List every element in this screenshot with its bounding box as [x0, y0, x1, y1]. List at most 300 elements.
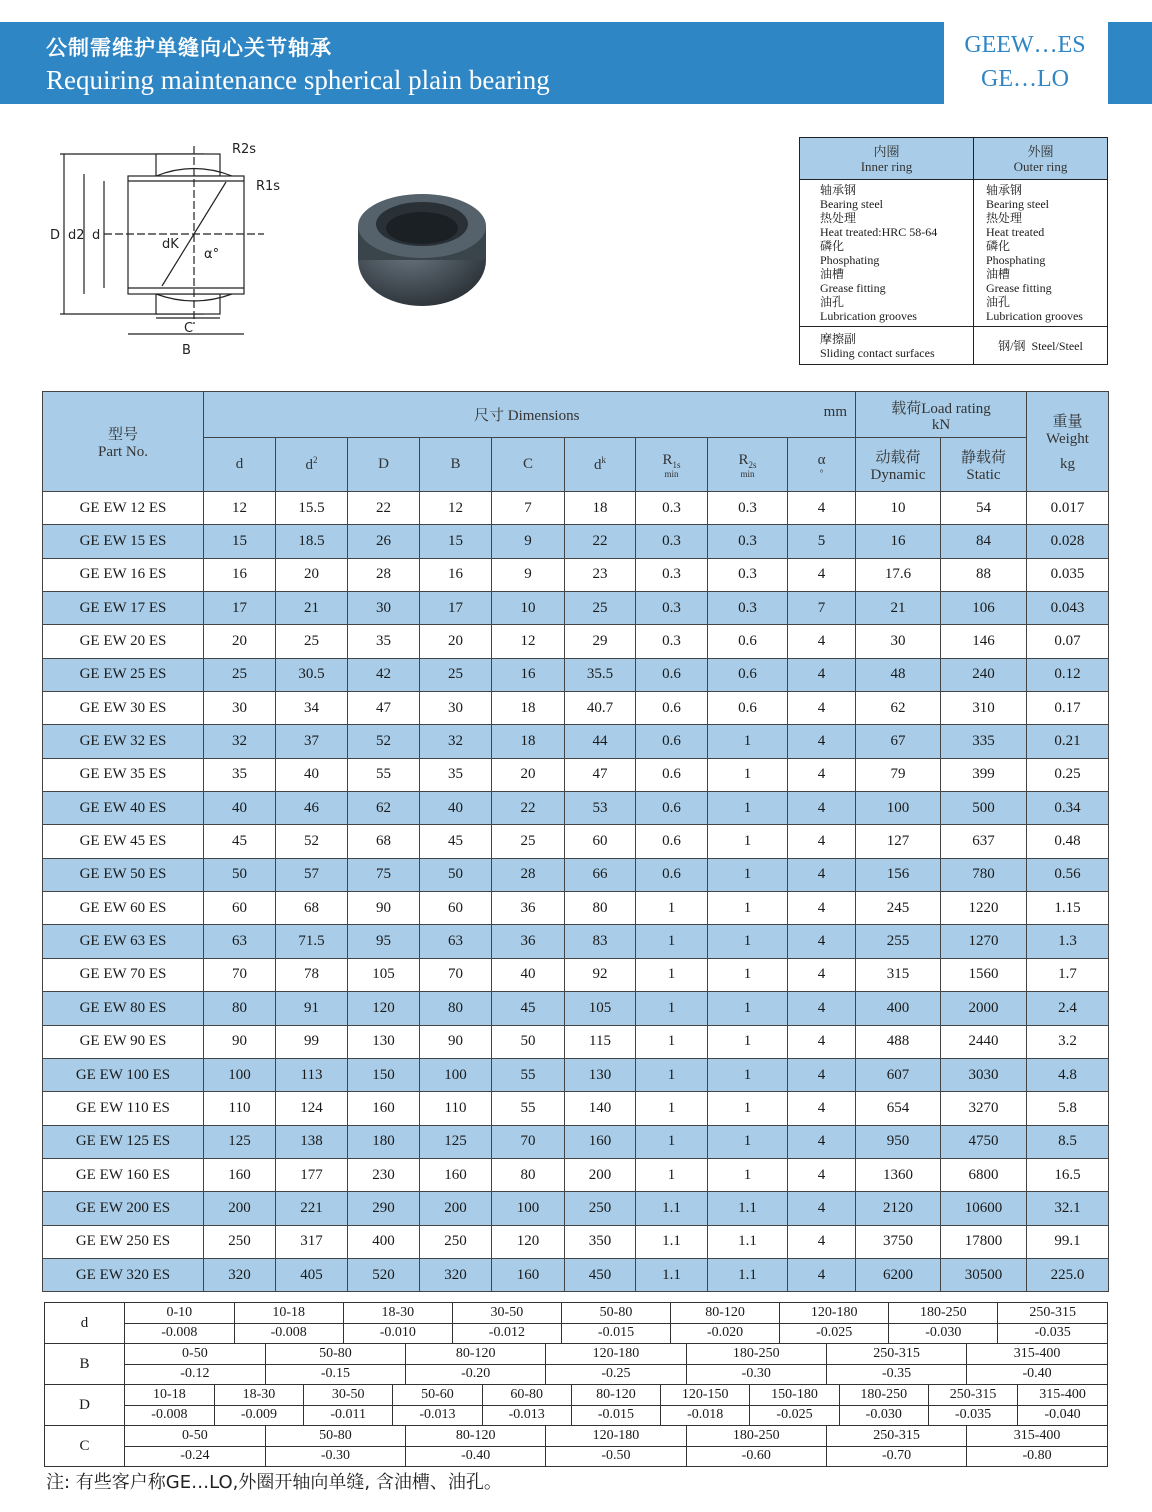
table-cell: 90 — [420, 1025, 492, 1058]
part-number-cell: GE EW 50 ES — [43, 858, 204, 891]
tolerance-label: D — [45, 1385, 125, 1426]
tolerance-range: 120-180 — [780, 1303, 889, 1323]
table-row — [43, 492, 1109, 525]
table-row — [43, 792, 1109, 825]
table-cell: 62 — [348, 792, 420, 825]
table-cell: 255 — [856, 925, 941, 958]
table-cell: 106 — [941, 592, 1027, 625]
load-rating-header: 载荷Load rating kN — [856, 392, 1027, 438]
table-cell: 92 — [565, 958, 636, 991]
tolerance-values — [125, 1303, 1108, 1344]
table-cell: 0.34 — [1027, 792, 1109, 825]
table-cell: 25 — [276, 625, 348, 658]
table-cell: 35 — [348, 625, 420, 658]
table-cell: 45 — [420, 825, 492, 858]
tolerance-row — [45, 1426, 1108, 1467]
table-cell: 20 — [276, 558, 348, 591]
table-cell: 35.5 — [565, 658, 636, 691]
table-cell: 1.15 — [1027, 892, 1109, 925]
table-cell: 90 — [204, 1025, 276, 1058]
table-cell: 1 — [708, 1025, 788, 1058]
table-row — [43, 1058, 1109, 1091]
table-row — [43, 758, 1109, 791]
tolerance-range: 180-250 — [686, 1344, 826, 1364]
table-cell: 607 — [856, 1058, 941, 1091]
tolerance-label: d — [45, 1303, 125, 1344]
table-cell: 0.028 — [1027, 525, 1109, 558]
table-cell: 20 — [420, 625, 492, 658]
table-cell: 124 — [276, 1092, 348, 1125]
table-cell: 15.5 — [276, 492, 348, 525]
table-cell: 9 — [492, 525, 565, 558]
col-d: d — [204, 438, 276, 492]
table-cell: 120 — [348, 992, 420, 1025]
tolerance-label: B — [45, 1344, 125, 1385]
dimensions-table — [42, 391, 1109, 1292]
table-cell: 84 — [941, 525, 1027, 558]
tolerance-value: -0.013 — [393, 1405, 482, 1425]
title-cn: 公制需维护单缝向心关节轴承 — [46, 36, 332, 60]
tolerance-range: 80-120 — [406, 1426, 546, 1446]
table-cell: 1.1 — [636, 1225, 708, 1258]
table-cell: 23 — [565, 558, 636, 591]
table-cell: 99.1 — [1027, 1225, 1109, 1258]
tolerance-range: 50-60 — [393, 1385, 482, 1405]
tolerance-values — [125, 1344, 1108, 1385]
tolerance-value: -0.010 — [343, 1323, 452, 1343]
table-cell: 17.6 — [856, 558, 941, 591]
table-cell: 40.7 — [565, 692, 636, 725]
table-cell: 0.043 — [1027, 592, 1109, 625]
table-cell: 177 — [276, 1158, 348, 1191]
part-number-cell: GE EW 110 ES — [43, 1092, 204, 1125]
table-cell: 250 — [420, 1225, 492, 1258]
table-cell: 450 — [565, 1258, 636, 1291]
tolerance-value: -0.025 — [750, 1405, 839, 1425]
table-cell: 7 — [788, 592, 856, 625]
table-row — [43, 992, 1109, 1025]
table-cell: 17 — [420, 592, 492, 625]
part-number-cell: GE EW 320 ES — [43, 1258, 204, 1291]
table-cell: 1 — [708, 758, 788, 791]
tolerance-range: 150-180 — [750, 1385, 839, 1405]
tolerance-value: -0.008 — [234, 1323, 343, 1343]
table-cell: 2.4 — [1027, 992, 1109, 1025]
table-cell: 146 — [941, 625, 1027, 658]
tolerance-value: -0.24 — [125, 1446, 265, 1466]
table-cell: 57 — [276, 858, 348, 891]
tolerance-value: -0.60 — [686, 1446, 826, 1466]
part-number-cell: GE EW 63 ES — [43, 925, 204, 958]
table-cell: 1 — [708, 958, 788, 991]
tolerance-value: -0.018 — [661, 1405, 750, 1425]
dimensions-header: 尺寸 Dimensions mm — [204, 392, 856, 438]
col-B: B — [420, 438, 492, 492]
outer-ring-properties: 轴承钢 Bearing steel 热处理 Heat treated 磷化 Phosphating 油槽 Grease fitting 油孔 Lubrication grooves — [974, 180, 1108, 327]
table-cell: 100 — [492, 1192, 565, 1225]
tolerance-value: -0.008 — [125, 1405, 214, 1425]
inner-ring-header: 内圈 Inner ring — [800, 138, 974, 180]
table-cell: 140 — [565, 1092, 636, 1125]
table-cell: 4.8 — [1027, 1058, 1109, 1091]
table-cell: 1.3 — [1027, 925, 1109, 958]
label-d2: d2 — [68, 228, 85, 243]
table-cell: 350 — [565, 1225, 636, 1258]
table-cell: 4 — [788, 792, 856, 825]
col-r1s: $R_{1s}$ min — [636, 438, 708, 492]
col-d2: $d^2$ — [276, 438, 348, 492]
label-r1s: R1s — [256, 179, 281, 194]
table-cell: 25 — [565, 592, 636, 625]
tolerance-range: 30-50 — [452, 1303, 561, 1323]
table-cell: 0.3 — [708, 558, 788, 591]
table-cell: 400 — [856, 992, 941, 1025]
table-cell: 62 — [856, 692, 941, 725]
table-cell: 63 — [204, 925, 276, 958]
table-cell: 0.6 — [636, 858, 708, 891]
col-dk: $d^k$ — [565, 438, 636, 492]
table-cell: 4 — [788, 658, 856, 691]
table-cell: 1 — [636, 1025, 708, 1058]
label-B: B — [182, 343, 191, 358]
table-cell: 12 — [492, 625, 565, 658]
table-cell: 4 — [788, 1025, 856, 1058]
table-cell: 4 — [788, 892, 856, 925]
table-cell: 25 — [492, 825, 565, 858]
table-cell: 1 — [636, 1125, 708, 1158]
table-cell: 4 — [788, 858, 856, 891]
table-cell: 55 — [492, 1092, 565, 1125]
table-row — [43, 892, 1109, 925]
table-row — [43, 1025, 1109, 1058]
table-cell: 105 — [348, 958, 420, 991]
table-cell: 0.6 — [708, 658, 788, 691]
part-number-cell: GE EW 32 ES — [43, 725, 204, 758]
table-cell: 17800 — [941, 1225, 1027, 1258]
table-cell: 26 — [348, 525, 420, 558]
table-cell: 0.6 — [636, 825, 708, 858]
table-cell: 44 — [565, 725, 636, 758]
table-cell: 0.6 — [708, 625, 788, 658]
tolerance-value: -0.012 — [452, 1323, 561, 1343]
table-cell: 200 — [565, 1158, 636, 1191]
tolerance-value: -0.040 — [1044, 1407, 1081, 1423]
table-cell: 1 — [708, 1058, 788, 1091]
table-cell: 0.3 — [636, 558, 708, 591]
table-cell: 250 — [204, 1225, 276, 1258]
table-cell: 18 — [492, 725, 565, 758]
table-cell: 37 — [276, 725, 348, 758]
col-dynamic: 动载荷 Dynamic — [856, 438, 941, 492]
table-row — [43, 1158, 1109, 1191]
table-cell: 52 — [276, 825, 348, 858]
table-cell: 48 — [856, 658, 941, 691]
table-row — [43, 825, 1109, 858]
table-cell: 20 — [492, 758, 565, 791]
tolerance-value: -0.015 — [561, 1323, 670, 1343]
table-cell: 15 — [204, 525, 276, 558]
table-cell: 30 — [348, 592, 420, 625]
table-cell: 55 — [492, 1058, 565, 1091]
tolerance-range: 180-250 — [839, 1385, 928, 1405]
table-cell: 0.12 — [1027, 658, 1109, 691]
table-cell: 654 — [856, 1092, 941, 1125]
table-cell: 0.6 — [636, 658, 708, 691]
table-cell: 1 — [708, 1158, 788, 1191]
table-cell: 60 — [420, 892, 492, 925]
table-cell: 12 — [204, 492, 276, 525]
table-cell: 1220 — [941, 892, 1027, 925]
table-cell: 5.8 — [1027, 1092, 1109, 1125]
table-cell: 40 — [492, 958, 565, 991]
table-cell: 290 — [348, 1192, 420, 1225]
table-cell: 75 — [348, 858, 420, 891]
tolerance-value: -0.15 — [265, 1364, 405, 1384]
table-cell: 1 — [708, 792, 788, 825]
table-row — [43, 625, 1109, 658]
part-number-cell: GE EW 90 ES — [43, 1025, 204, 1058]
table-cell: 45 — [492, 992, 565, 1025]
table-cell: 221 — [276, 1192, 348, 1225]
table-cell: 200 — [420, 1192, 492, 1225]
tolerance-range: 80-120 — [671, 1303, 780, 1323]
table-cell: 405 — [276, 1258, 348, 1291]
table-cell: 1 — [636, 1092, 708, 1125]
part-number-cell: GE EW 12 ES — [43, 492, 204, 525]
table-cell: 20 — [204, 625, 276, 658]
table-cell: 4 — [788, 1125, 856, 1158]
table-cell: 67 — [856, 725, 941, 758]
tolerance-range: 10-18 — [125, 1385, 214, 1405]
table-cell: 100 — [856, 792, 941, 825]
table-cell: 1 — [636, 992, 708, 1025]
table-cell: 10 — [492, 592, 565, 625]
table-cell: 22 — [492, 792, 565, 825]
table-cell: 1 — [636, 892, 708, 925]
table-cell: 54 — [941, 492, 1027, 525]
table-cell: 0.6 — [636, 792, 708, 825]
table-cell: 12 — [420, 492, 492, 525]
table-cell: 4 — [788, 692, 856, 725]
table-cell: 1 — [708, 858, 788, 891]
table-cell: 15 — [420, 525, 492, 558]
table-cell: 8.5 — [1027, 1125, 1109, 1158]
table-cell: 5 — [788, 525, 856, 558]
table-cell: 4 — [788, 758, 856, 791]
table-cell: 1.1 — [636, 1192, 708, 1225]
table-cell: 4 — [788, 1258, 856, 1291]
table-cell: 90 — [348, 892, 420, 925]
tolerance-value: -0.035 — [1034, 1325, 1071, 1341]
table-cell: 47 — [348, 692, 420, 725]
table-cell: 66 — [565, 858, 636, 891]
table-cell: 160 — [492, 1258, 565, 1291]
table-cell: 40 — [276, 758, 348, 791]
table-cell: 0.07 — [1027, 625, 1109, 658]
table-cell: 1 — [708, 925, 788, 958]
table-cell: 637 — [941, 825, 1027, 858]
table-row — [43, 1225, 1109, 1258]
tolerance-value: -0.035 — [928, 1405, 1017, 1425]
table-cell: 1 — [636, 1058, 708, 1091]
table-cell: 1.7 — [1027, 958, 1109, 991]
tolerance-row — [45, 1385, 1108, 1426]
table-cell: 320 — [204, 1258, 276, 1291]
table-cell: 0.17 — [1027, 692, 1109, 725]
table-cell: 127 — [856, 825, 941, 858]
tolerance-value: -0.40 — [1022, 1366, 1052, 1382]
table-cell: 68 — [276, 892, 348, 925]
part-number-cell: GE EW 17 ES — [43, 592, 204, 625]
table-cell: 156 — [856, 858, 941, 891]
table-cell: 0.48 — [1027, 825, 1109, 858]
table-cell: 6200 — [856, 1258, 941, 1291]
table-cell: 0.6 — [636, 692, 708, 725]
table-cell: 18 — [492, 692, 565, 725]
table-cell: 1 — [708, 725, 788, 758]
table-cell: 80 — [565, 892, 636, 925]
table-cell: 3030 — [941, 1058, 1027, 1091]
table-cell: 60 — [565, 825, 636, 858]
table-cell: 110 — [204, 1092, 276, 1125]
table-cell: 200 — [204, 1192, 276, 1225]
table-cell: 16 — [420, 558, 492, 591]
tolerance-range: 250-315 — [826, 1426, 966, 1446]
tolerance-range: 180-250 — [889, 1303, 998, 1323]
table-cell: 4 — [788, 992, 856, 1025]
table-cell: 18 — [565, 492, 636, 525]
tolerance-range: 250-315 — [998, 1303, 1107, 1323]
table-cell: 78 — [276, 958, 348, 991]
table-cell: 160 — [565, 1125, 636, 1158]
tolerance-range: 30-50 — [304, 1385, 393, 1405]
table-cell: 32 — [420, 725, 492, 758]
table-row — [43, 692, 1109, 725]
table-cell: 71.5 — [276, 925, 348, 958]
table-cell: 1 — [708, 1092, 788, 1125]
table-cell: 4 — [788, 1058, 856, 1091]
table-cell: 0.017 — [1027, 492, 1109, 525]
table-cell: 1 — [636, 958, 708, 991]
tolerance-value: -0.12 — [125, 1364, 265, 1384]
part-number-cell: GE EW 15 ES — [43, 525, 204, 558]
table-cell: 1.1 — [708, 1258, 788, 1291]
table-cell: 35 — [204, 758, 276, 791]
table-cell: 245 — [856, 892, 941, 925]
part-number-cell: GE EW 200 ES — [43, 1192, 204, 1225]
table-cell: 0.56 — [1027, 858, 1109, 891]
table-cell: 28 — [348, 558, 420, 591]
table-cell: 0.035 — [1027, 558, 1109, 591]
tolerance-range: 250-315 — [826, 1344, 966, 1364]
label-d: d — [92, 228, 101, 243]
table-cell: 46 — [276, 792, 348, 825]
table-cell: 0.3 — [636, 492, 708, 525]
tolerance-values — [125, 1385, 1108, 1426]
inner-ring-properties: 轴承钢 Bearing steel 热处理 Heat treated:HRC 58-64 磷化 Phosphating 油槽 Grease fitting 油孔 Lubrication grooves — [800, 180, 974, 327]
table-cell: 125 — [420, 1125, 492, 1158]
table-cell: 3750 — [856, 1225, 941, 1258]
tolerance-value: -0.50 — [546, 1446, 686, 1466]
part-number-cell: GE EW 100 ES — [43, 1058, 204, 1091]
table-cell: 160 — [204, 1158, 276, 1191]
label-r2s: R2s — [232, 142, 257, 157]
table-cell: 4 — [788, 725, 856, 758]
table-cell: 0.6 — [636, 758, 708, 791]
materials-table — [799, 137, 1108, 365]
table-cell: 50 — [204, 858, 276, 891]
table-cell: 2000 — [941, 992, 1027, 1025]
table-cell: 4750 — [941, 1125, 1027, 1158]
table-cell: 0.25 — [1027, 758, 1109, 791]
tolerance-range: 18-30 — [343, 1303, 452, 1323]
table-cell: 18.5 — [276, 525, 348, 558]
tolerance-value: -0.35 — [826, 1364, 966, 1384]
part-number-cell: GE EW 45 ES — [43, 825, 204, 858]
tolerance-value: -0.013 — [482, 1405, 571, 1425]
table-cell: 488 — [856, 1025, 941, 1058]
tolerance-value: -0.011 — [304, 1405, 393, 1425]
tolerance-value: -0.009 — [214, 1405, 303, 1425]
table-row — [43, 1125, 1109, 1158]
tolerance-range: 60-80 — [482, 1385, 571, 1405]
table-cell: 1360 — [856, 1158, 941, 1191]
table-cell: 21 — [856, 592, 941, 625]
tolerance-range: 50-80 — [265, 1344, 405, 1364]
col-alpha: α ° — [788, 438, 856, 492]
table-cell: 16 — [856, 525, 941, 558]
col-r2s: $R_{2s}$ min — [708, 438, 788, 492]
part-number-cell: GE EW 80 ES — [43, 992, 204, 1025]
tolerance-value: -0.020 — [671, 1323, 780, 1343]
label-D: D — [50, 228, 61, 243]
table-cell: 45 — [204, 825, 276, 858]
table-cell: 0.3 — [708, 525, 788, 558]
table-cell: 115 — [565, 1025, 636, 1058]
tolerance-value: -0.30 — [265, 1446, 405, 1466]
table-cell: 30 — [420, 692, 492, 725]
table-cell: 100 — [204, 1058, 276, 1091]
tolerance-range: 120-180 — [546, 1344, 686, 1364]
table-cell: 310 — [941, 692, 1027, 725]
table-row — [43, 925, 1109, 958]
table-cell: 100 — [420, 1058, 492, 1091]
table-row — [43, 1258, 1109, 1291]
table-cell: 6800 — [941, 1158, 1027, 1191]
tolerance-value: -0.30 — [686, 1364, 826, 1384]
bearing-cross-section-diagram — [44, 136, 284, 366]
col-D: D — [348, 438, 420, 492]
tolerance-range: 0-50 — [125, 1426, 265, 1446]
tolerance-value: -0.015 — [571, 1405, 660, 1425]
table-cell: 399 — [941, 758, 1027, 791]
table-row — [43, 592, 1109, 625]
series-codes — [946, 28, 1104, 96]
table-cell: 16 — [204, 558, 276, 591]
table-cell: 0.6 — [636, 725, 708, 758]
table-row — [43, 525, 1109, 558]
table-cell: 42 — [348, 658, 420, 691]
table-cell: 2120 — [856, 1192, 941, 1225]
part-number-cell: GE EW 40 ES — [43, 792, 204, 825]
table-cell: 88 — [941, 558, 1027, 591]
title-en: Requiring maintenance spherical plain bearing — [46, 65, 550, 95]
table-cell: 10 — [856, 492, 941, 525]
table-cell: 130 — [565, 1058, 636, 1091]
table-cell: 113 — [276, 1058, 348, 1091]
table-cell: 3.2 — [1027, 1025, 1109, 1058]
table-cell: 79 — [856, 758, 941, 791]
